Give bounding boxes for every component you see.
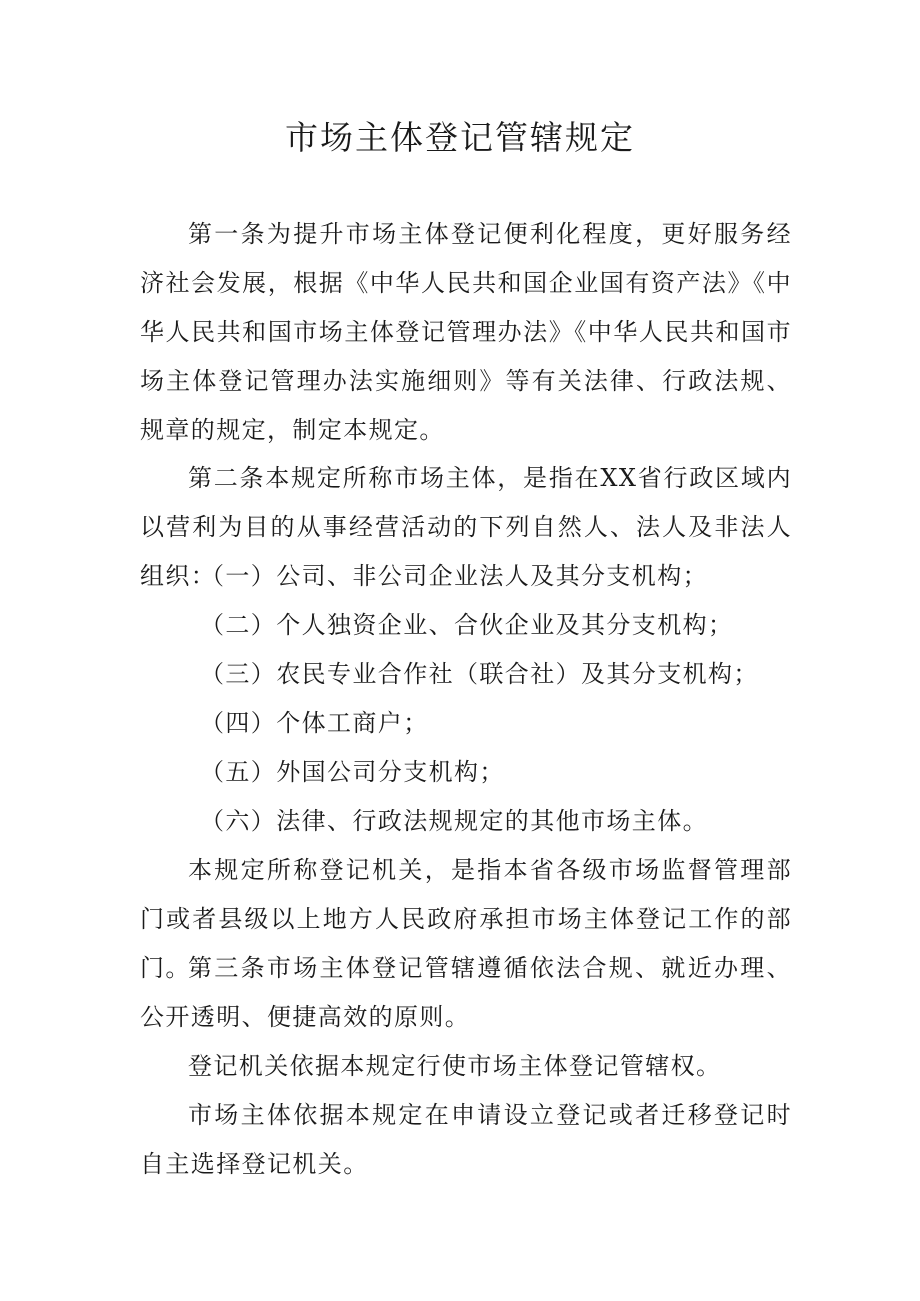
paragraph-jurisdiction-exercise: 登记机关依据本规定行使市场主体登记管辖权。	[188, 1052, 722, 1080]
paragraph-article-1: 第一条为提升市场主体登记便利化程度，更好服务经济社会发展，根据《中华人民共和国企业国有资产法》《中华人民共和国市场主体登记管理办法》《中华人民共和国市场主体登记管理办法实施细则》等有关法律、行政法规、规章的规定，制定本规定。	[140, 220, 792, 444]
document-title: 市场主体登记管辖规定	[285, 118, 635, 157]
list-item-2: （二）个人独资企业、合伙企业及其分支机构；	[200, 611, 734, 639]
paragraph-article-2: 第二条本规定所称市场主体，是指在XX省行政区域内以营利为目的从事经营活动的下列自然人、法人及非法人组织：	[140, 464, 792, 590]
list-item-4: （四）个体工商户；	[200, 709, 429, 737]
list-item-5: （五）外国公司分支机构；	[200, 758, 505, 786]
paragraph-article-3: 第三条市场主体登记管辖遵循依法合规、就近办理、公开透明、便捷高效的原则。	[140, 954, 792, 1031]
list-item-6: （六）法律、行政法规规定的其他市场主体。	[200, 807, 708, 835]
paragraph-registration-authority: 本规定所称登记机关，是指本省各级市场监督管理部门或者县级以上地方人民政府承担市场主体登记工作的部门。	[140, 856, 792, 982]
list-item-1: （一）公司、非公司企业法人及其分支机构；	[200, 562, 708, 590]
paragraph-self-selection: 市场主体依据本规定在申请设立登记或者迁移登记时自主选择登记机关。	[140, 1101, 792, 1178]
list-item-3: （三）农民专业合作社（联合社）及其分支机构；	[200, 660, 759, 688]
